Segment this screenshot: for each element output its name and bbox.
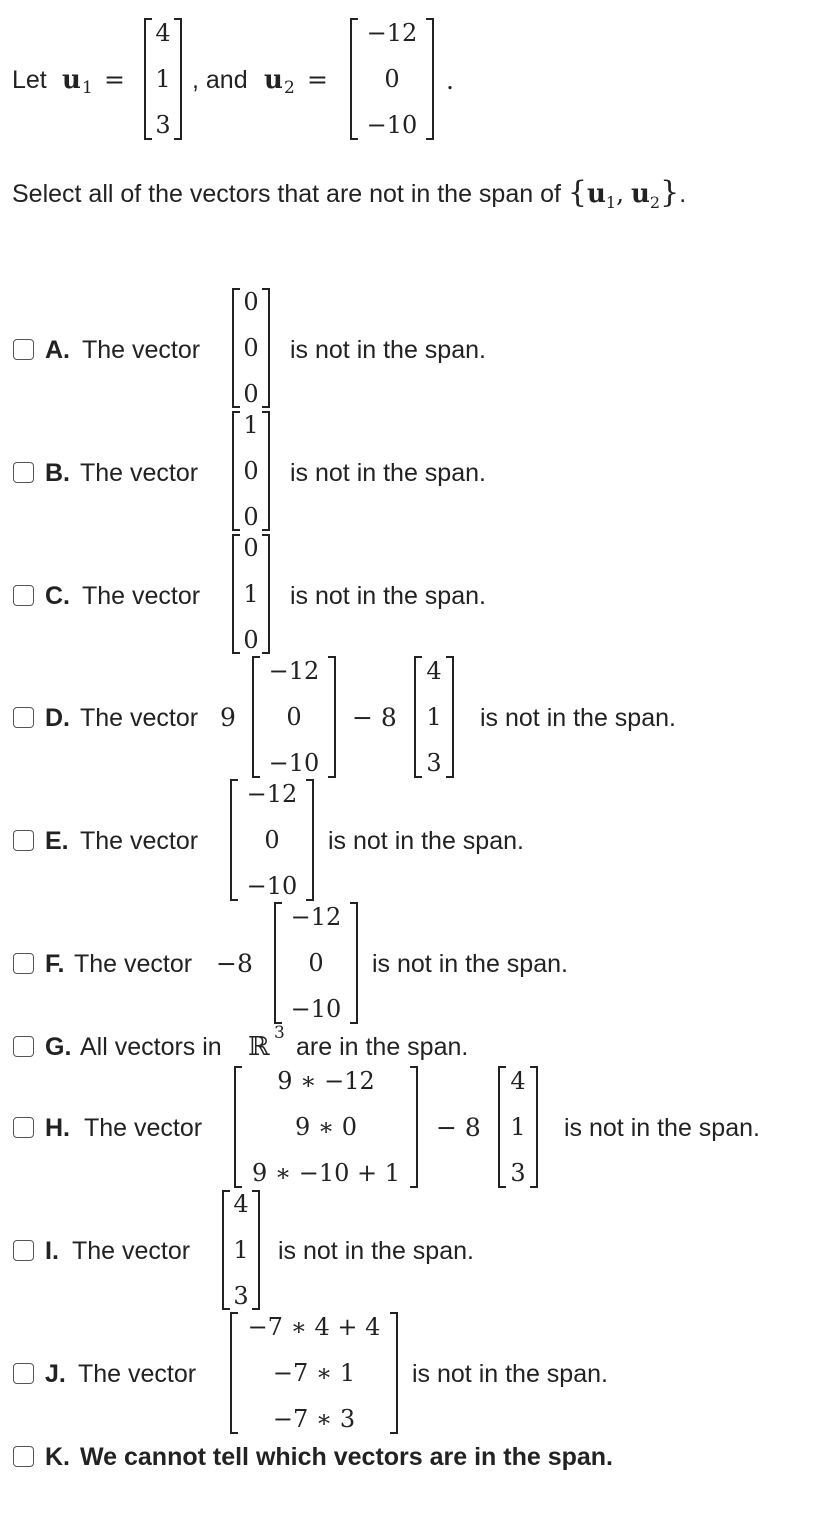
checkbox-e[interactable] (13, 830, 34, 851)
option-a-vector (232, 288, 270, 408)
checkbox-j[interactable] (13, 1363, 34, 1384)
option-lead: The vector (72, 1237, 191, 1265)
option-suffix: is not in the span. (278, 1237, 474, 1265)
option-letter: H. (45, 1114, 70, 1142)
option-e-vector (230, 779, 314, 901)
option-suffix: is not in the span. (412, 1360, 608, 1388)
operator: − 8 (352, 703, 397, 732)
vector-entry: 0 (243, 457, 259, 485)
question (12, 175, 687, 212)
coefficient: −8 (216, 949, 253, 978)
vector-entry: 1 (243, 411, 259, 439)
vector-entry: 0 (308, 949, 324, 977)
u1-vector (144, 18, 182, 140)
option-letter: K. (45, 1443, 70, 1471)
option-c-vector (232, 534, 270, 654)
option-letter: A. (45, 336, 70, 364)
real-numbers-symbol: ℝ (248, 1032, 270, 1062)
u2-entry: 0 (384, 65, 400, 93)
checkbox-d[interactable] (13, 707, 34, 728)
vector-entry: 1 (233, 1236, 249, 1264)
checkbox-a[interactable] (13, 339, 34, 360)
vector-entry: 1 (426, 703, 442, 731)
option-lead: The vector (80, 827, 199, 855)
u1-symbol: u (62, 65, 81, 95)
option-i-vector (222, 1190, 260, 1310)
option-d-vector-1 (252, 656, 336, 778)
vector-entry: 3 (233, 1282, 249, 1310)
option-b-vector (232, 411, 270, 531)
u2-entry: −12 (366, 19, 418, 47)
question-text: Select all of the vectors that are not in the span of (12, 180, 561, 208)
option-suffix: is not in the span. (480, 704, 676, 732)
u2-vector (350, 18, 434, 140)
question-period: . (679, 180, 687, 208)
vector-entry: 0 (243, 626, 259, 654)
vector-entry: −12 (246, 780, 298, 808)
option-suffix: is not in the span. (290, 582, 486, 610)
vector-entry: 3 (426, 749, 442, 777)
option-h-vector-1 (234, 1066, 418, 1188)
option-lead: The vector (82, 336, 201, 364)
option-lead: The vector (80, 459, 199, 487)
option-letter: I. (45, 1237, 59, 1265)
vector-entry: 4 (426, 657, 442, 685)
option-lead: The vector (74, 950, 193, 978)
vector-entry: −10 (290, 995, 342, 1023)
vector-entry: 0 (286, 703, 302, 731)
option-lead: The vector (80, 704, 199, 732)
vector-entry: −7 ∗ 4 + 4 (247, 1313, 381, 1341)
checkbox-c[interactable] (13, 585, 34, 606)
option-text: are in the span. (296, 1033, 469, 1061)
checkbox-i[interactable] (13, 1240, 34, 1261)
vector-entry: 0 (264, 826, 280, 854)
u1-entry: 4 (155, 19, 171, 47)
equals-sign: = (104, 65, 125, 94)
option-letter: F. (45, 950, 65, 978)
checkbox-f[interactable] (13, 953, 34, 974)
vector-entry: 4 (510, 1067, 526, 1095)
checkbox-b[interactable] (13, 462, 34, 483)
option-lead: The vector (84, 1114, 203, 1142)
u2-subscript: 2 (649, 193, 661, 212)
checkbox-k[interactable] (13, 1446, 34, 1467)
u2-subscript: 2 (284, 78, 295, 98)
vector-entry: 0 (243, 534, 259, 562)
u1-subscript: 1 (82, 78, 93, 98)
vector-entry: 9 ∗ −12 (277, 1067, 375, 1095)
option-letter: B. (45, 459, 70, 487)
vector-entry: 0 (243, 503, 259, 531)
u1-entry: 3 (155, 111, 171, 139)
vector-entry: −10 (246, 872, 298, 900)
option-lead: The vector (82, 582, 201, 610)
option-suffix: is not in the span. (564, 1114, 760, 1142)
intro-and: , and (192, 66, 248, 94)
u2-symbol: u (264, 65, 283, 95)
u2-entry: −10 (366, 111, 418, 139)
vector-entry: 4 (233, 1190, 249, 1218)
option-suffix: is not in the span. (328, 827, 524, 855)
option-suffix: is not in the span. (290, 459, 486, 487)
operator: − 8 (436, 1113, 481, 1142)
comma: , (616, 179, 625, 208)
option-letter: G. (45, 1033, 72, 1061)
intro-let: Let (12, 66, 47, 94)
option-f-vector (274, 902, 358, 1024)
option-suffix: is not in the span. (372, 950, 568, 978)
option-j-vector (230, 1312, 398, 1434)
vector-entry: 0 (243, 334, 259, 362)
exponent: 3 (274, 1023, 285, 1043)
vector-entry: 9 ∗ −10 + 1 (251, 1159, 401, 1187)
vector-entry: −7 ∗ 1 (272, 1359, 356, 1387)
option-suffix: is not in the span. (290, 336, 486, 364)
u1-symbol: u (587, 179, 606, 209)
option-letter: J. (45, 1360, 66, 1388)
option-text: We cannot tell which vectors are in the span. (80, 1443, 614, 1471)
option-d-vector-2 (414, 656, 454, 778)
intro-period: . (446, 66, 454, 95)
option-text: All vectors in (80, 1033, 222, 1061)
vector-entry: 1 (510, 1113, 526, 1141)
vector-entry: −12 (268, 657, 320, 685)
equals-sign: = (307, 65, 328, 94)
vector-entry: 0 (243, 288, 259, 316)
vector-entry: 0 (243, 380, 259, 408)
u1-entry: 1 (155, 65, 171, 93)
option-letter: D. (45, 704, 70, 732)
checkbox-g[interactable] (13, 1036, 34, 1057)
vector-entry: 1 (243, 580, 259, 608)
vector-entry: 9 ∗ 0 (294, 1113, 358, 1141)
vector-entry: −10 (268, 749, 320, 777)
option-h-vector-2 (498, 1066, 538, 1188)
set-close-brace: } (660, 175, 680, 210)
checkbox-h[interactable] (13, 1117, 34, 1138)
option-lead: The vector (78, 1360, 197, 1388)
vector-entry: 3 (510, 1159, 526, 1187)
option-letter: E. (45, 827, 69, 855)
set-open-brace: { (567, 175, 587, 210)
vector-entry: −12 (290, 903, 342, 931)
u1-subscript: 1 (605, 193, 617, 212)
u2-symbol: u (631, 179, 650, 209)
coefficient: 9 (220, 703, 236, 732)
vector-entry: −7 ∗ 3 (272, 1405, 356, 1433)
option-letter: C. (45, 582, 70, 610)
